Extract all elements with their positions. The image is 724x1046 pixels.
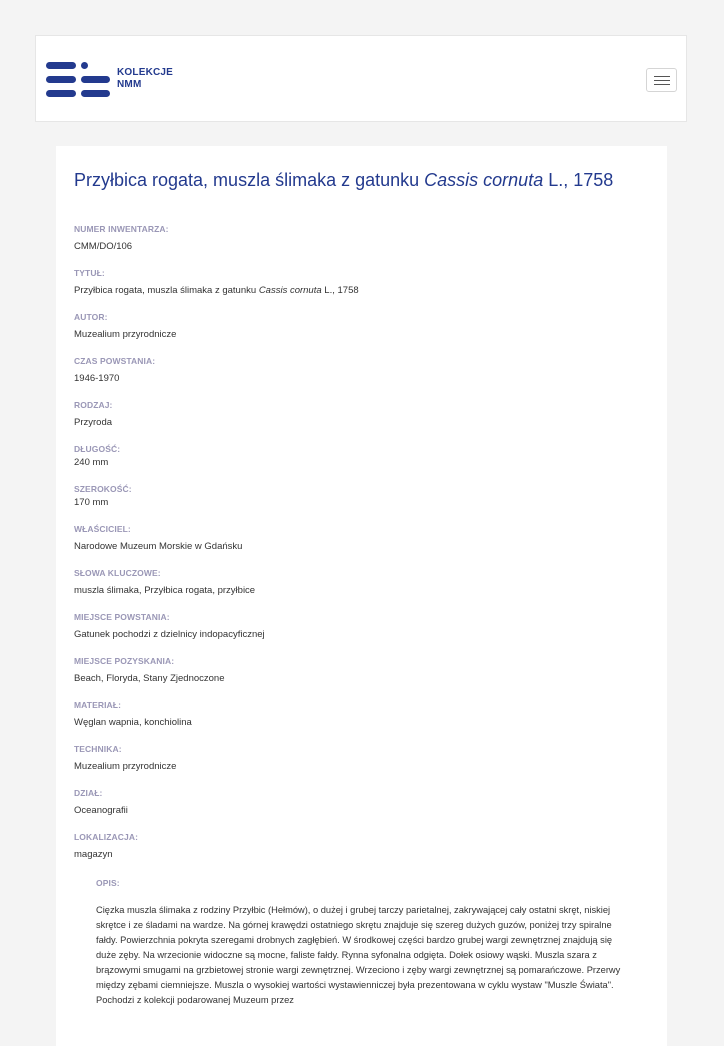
field-type [74, 400, 644, 429]
field-title [74, 268, 644, 297]
field-value: 170 mm [74, 497, 109, 508]
field-value: Przyłbica rogata, muszla ślimaka z gatunku Cassis cornuta L., 1758 [74, 285, 359, 296]
field-label: NUMER INWENTARZA: [74, 224, 169, 234]
field-value: muszla ślimaka, Przyłbica rogata, przyłbice [74, 585, 256, 596]
field-label: AUTOR: [74, 312, 108, 322]
field-created [74, 356, 644, 385]
field-inventory [74, 224, 644, 253]
logo[interactable] [46, 60, 186, 100]
field-label: CZAS POWSTANIA: [74, 356, 156, 366]
field-value: Muzealium przyrodnicze [74, 761, 177, 772]
description-text: Cięzka muszla ślimaka z rodziny Przyłbic (Hełmów), o dużej i grubej tarczy parietalnej, zakrywającej cały ostatni skręt, niskiej skrętce i ze śladami na wardze. Na górnej krawędzi ostatniego skrętu znajduje się szereg dużych guzów, poniżej trzy spiralne fałdy. Powierzchnia pokryta szeregami drobnych zagłębień. W środkowej części bardzo grubej wargi zewnętrznej znajdują się duże zęby. Na wrzecionie widoczne są mocne, faliste fałdy. Rynna syfonalna odgięta. Dołek osiowy wąski. Muszla szara z brązowymi smugami na grzbietowej stronie wargi zewnętrznej. Wrzeciono i zęby wargi zewnętrznej są pomarańczowe. Przerwy między zębami ciemniejsze. Muszla o wysokiej wartości wystawienniczej była prezentowana w cyklu wystaw "Muszle Świata". Pochodzi z kolekcji podarowanej Muzeum przez [96, 905, 621, 1005]
field-value: Beach, Floryda, Stany Zjednoczone [74, 673, 225, 684]
field-acquisition-place [74, 656, 644, 685]
field-value: 1946-1970 [74, 373, 120, 384]
field-department [74, 788, 644, 817]
logo-text [117, 67, 173, 91]
page-title [74, 170, 654, 190]
field-value: Oceanografii [74, 805, 128, 816]
field-value: magazyn [74, 849, 113, 860]
field-value: Węglan wapnia, konchiolina [74, 717, 192, 728]
field-material [74, 700, 644, 729]
title-suffix: L., 1758 [543, 170, 614, 191]
object-card [56, 146, 667, 1046]
field-label: DZIAŁ: [74, 788, 103, 798]
field-technique [74, 744, 644, 773]
field-label: TYTUŁ: [74, 268, 105, 278]
title-text: Przyłbica rogata, muszla ślimaka z gatunku [74, 170, 425, 191]
field-keywords [74, 568, 644, 597]
field-owner [74, 524, 644, 553]
field-label: SZEROKOŚĆ: [74, 484, 132, 494]
description-section [96, 878, 631, 1008]
field-label: MIEJSCE POWSTANIA: [74, 612, 170, 622]
logo-mark-icon [46, 60, 112, 100]
field-label: SŁOWA KLUCZOWE: [74, 568, 161, 578]
field-value: Gatunek pochodzi z dzielnicy indopacyficznej [74, 629, 265, 640]
field-value: Muzealium przyrodnicze [74, 329, 177, 340]
logo-line-1: KOLEKCJE [117, 67, 174, 78]
field-author [74, 312, 644, 341]
site-header [35, 35, 687, 122]
field-label: TECHNIKA: [74, 744, 122, 754]
field-value: Przyroda [74, 417, 113, 428]
field-label: RODZAJ: [74, 400, 113, 410]
menu-toggle-button[interactable] [646, 68, 677, 92]
field-value: CMM/DO/106 [74, 241, 133, 252]
field-length [74, 444, 644, 469]
field-label: MATERIAŁ: [74, 700, 122, 710]
field-value: Narodowe Muzeum Morskie w Gdańsku [74, 541, 243, 552]
field-value: 240 mm [74, 457, 109, 468]
field-label: DŁUGOŚĆ: [74, 444, 121, 454]
field-label: MIEJSCE POZYSKANIA: [74, 656, 175, 666]
field-width [74, 484, 644, 509]
field-label: LOKALIZACJA: [74, 832, 138, 842]
title-latin-name: Cassis cornuta [424, 170, 544, 191]
field-origin-place [74, 612, 644, 641]
description-label: OPIS: [96, 878, 120, 888]
field-label: WŁAŚCICIEL: [74, 524, 131, 534]
logo-line-2: NMM [117, 79, 142, 90]
field-location [74, 832, 644, 861]
hamburger-icon [654, 76, 670, 77]
